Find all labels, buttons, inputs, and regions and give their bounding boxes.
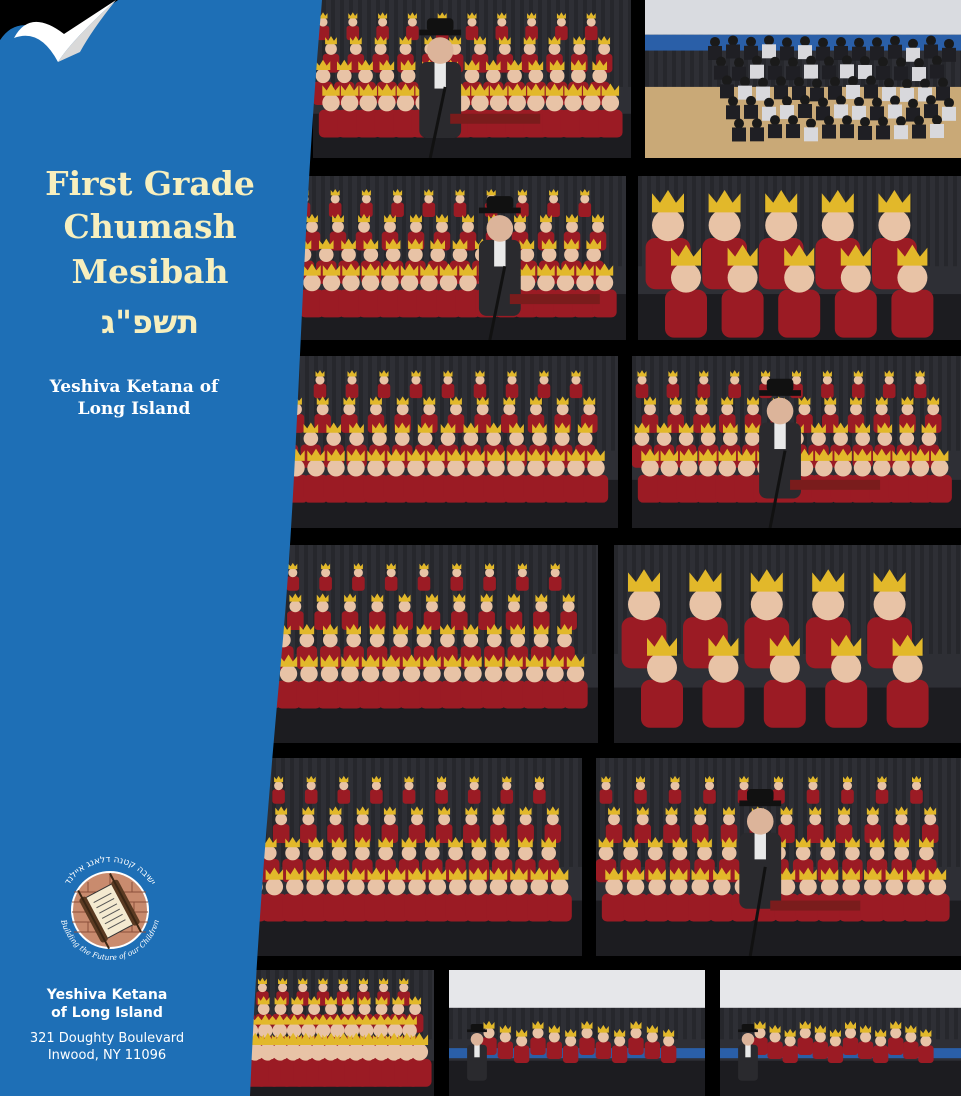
photo-boys-closeup-crowns — [614, 545, 961, 743]
footer-address-line-1: 321 Doughty Boulevard — [29, 1031, 185, 1046]
school-name — [0, 376, 268, 420]
title-line-3: Mesibah — [71, 252, 229, 291]
photo-rabbi-with-boy — [294, 176, 626, 340]
footer-name-line-2: of Long Island — [51, 1005, 163, 1021]
title-banner — [0, 0, 330, 1096]
photo-audience-in-gym — [645, 0, 961, 158]
title-line-2: Chumash — [63, 207, 237, 246]
footer-name-line-1: Yeshiva Ketana — [46, 987, 168, 1003]
hebrew-year: תשפ"ג — [100, 303, 200, 341]
photo-rabbi-in-hat-at-podium — [596, 758, 961, 956]
photo-boys-procession — [449, 970, 705, 1096]
footer-address-line-2: Inwood, NY 11096 — [47, 1048, 167, 1063]
school-name-line-1: Yeshiva Ketana of — [49, 377, 219, 397]
photo-boys-line-stage — [720, 970, 961, 1096]
photo-rabbi-at-podium-boys-seated — [313, 0, 631, 158]
logo-motto-arc: Building the Future of our Children — [59, 918, 161, 963]
title-line-1: First Grade — [45, 164, 255, 203]
photo-young-rabbi-at-podium — [632, 356, 961, 528]
photo-boys-closeup — [638, 176, 961, 340]
school-name-line-2: Long Island — [77, 399, 191, 419]
logo-hebrew-arc: ישיבה קטנה דלאנג איילנד — [62, 854, 158, 888]
torah-scroll-logo-icon — [48, 848, 172, 972]
